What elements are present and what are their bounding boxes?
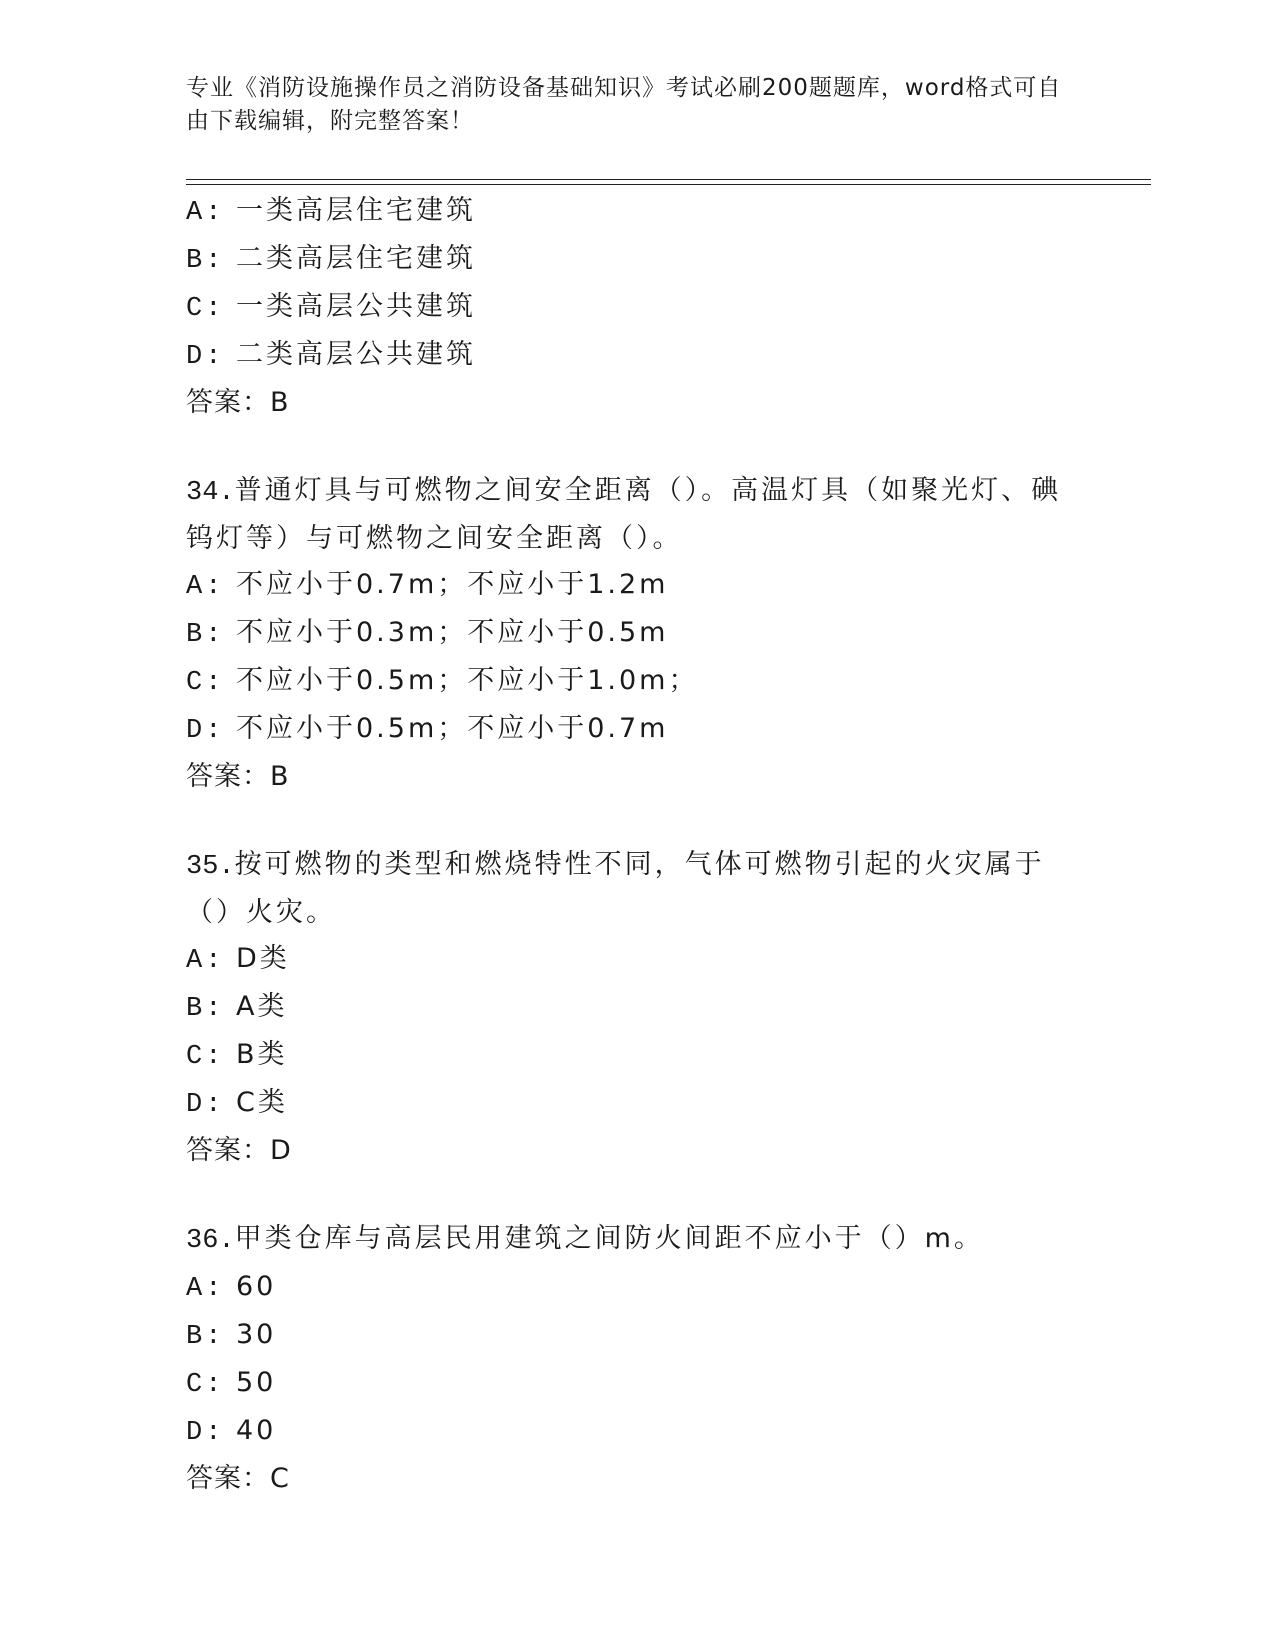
option-c <box>186 1032 1066 1080</box>
option-letter: D: <box>186 1090 225 1120</box>
question-block-36 <box>186 1216 1066 1502</box>
question-block-35 <box>186 842 1066 1174</box>
option-a <box>186 562 1066 610</box>
question-text <box>186 842 1066 936</box>
question-number: 36. <box>186 1226 235 1256</box>
question-block-prev <box>186 188 1066 426</box>
option-text: A类 <box>236 991 288 1022</box>
option-text: B类 <box>236 1039 288 1070</box>
option-text: 二类高层住宅建筑 <box>236 243 476 274</box>
option-letter: D: <box>186 716 225 746</box>
question-block-34 <box>186 468 1066 800</box>
option-letter: A: <box>186 198 225 228</box>
option-letter: D: <box>186 1418 225 1448</box>
option-letter: B: <box>186 994 225 1024</box>
option-text: 50 <box>236 1367 277 1398</box>
option-b <box>186 1312 1066 1360</box>
option-a <box>186 1264 1066 1312</box>
option-text: D类 <box>236 943 290 974</box>
option-text: 不应小于0.3m；不应小于0.5m <box>236 617 669 648</box>
header-divider-bottom <box>186 184 1151 185</box>
option-letter: A: <box>186 1274 225 1304</box>
option-letter: A: <box>186 572 225 602</box>
option-d <box>186 706 1066 754</box>
option-d <box>186 332 1066 380</box>
answer-line: 答案：B <box>186 761 290 792</box>
option-a <box>186 188 1066 236</box>
option-d <box>186 1080 1066 1128</box>
option-letter: B: <box>186 620 225 650</box>
question-text <box>186 1216 1066 1264</box>
option-c <box>186 284 1066 332</box>
option-text: 不应小于0.5m；不应小于1.0m； <box>236 665 699 696</box>
option-text: 60 <box>236 1271 277 1302</box>
option-d <box>186 1408 1066 1456</box>
answer-line: 答案：C <box>186 1463 290 1494</box>
option-letter: D: <box>186 342 225 372</box>
option-text: 二类高层公共建筑 <box>236 339 476 370</box>
question-list <box>186 188 1066 1502</box>
option-letter: C: <box>186 668 225 698</box>
option-text: 一类高层公共建筑 <box>236 291 476 322</box>
option-letter: C: <box>186 294 225 324</box>
option-letter: C: <box>186 1370 225 1400</box>
option-text: 一类高层住宅建筑 <box>236 195 476 226</box>
option-b <box>186 236 1066 284</box>
option-c <box>186 658 1066 706</box>
option-letter: A: <box>186 946 225 976</box>
option-text: 不应小于0.5m；不应小于0.7m <box>236 713 669 744</box>
header-divider-top <box>186 179 1151 180</box>
page-header-title: 专业《消防设施操作员之消防设备基础知识》考试必刷200题题库，word格式可自由下载编辑，附完整答案！ <box>186 75 1062 134</box>
question-body: 普通灯具与可燃物之间安全距离（）。高温灯具（如聚光灯、碘钨灯等）与可燃物之间安全距离（）。 <box>186 475 1062 554</box>
question-number: 34. <box>186 478 235 508</box>
option-text: 不应小于0.7m；不应小于1.2m <box>236 569 669 600</box>
answer-line: 答案：B <box>186 387 290 418</box>
option-letter: C: <box>186 1042 225 1072</box>
question-text <box>186 468 1066 562</box>
option-text: 40 <box>236 1415 277 1446</box>
option-c <box>186 1360 1066 1408</box>
option-a <box>186 936 1066 984</box>
option-b <box>186 610 1066 658</box>
option-letter: B: <box>186 1322 225 1352</box>
option-b <box>186 984 1066 1032</box>
option-text: 30 <box>236 1319 277 1350</box>
question-number: 35. <box>186 852 235 882</box>
question-body: 按可燃物的类型和燃烧特性不同，气体可燃物引起的火灾属于（）火灾。 <box>186 849 1045 928</box>
question-body: 甲类仓库与高层民用建筑之间防火间距不应小于（）m。 <box>234 1223 984 1254</box>
option-text: C类 <box>236 1087 288 1118</box>
answer-line: 答案：D <box>186 1135 292 1166</box>
option-letter: B: <box>186 246 225 276</box>
